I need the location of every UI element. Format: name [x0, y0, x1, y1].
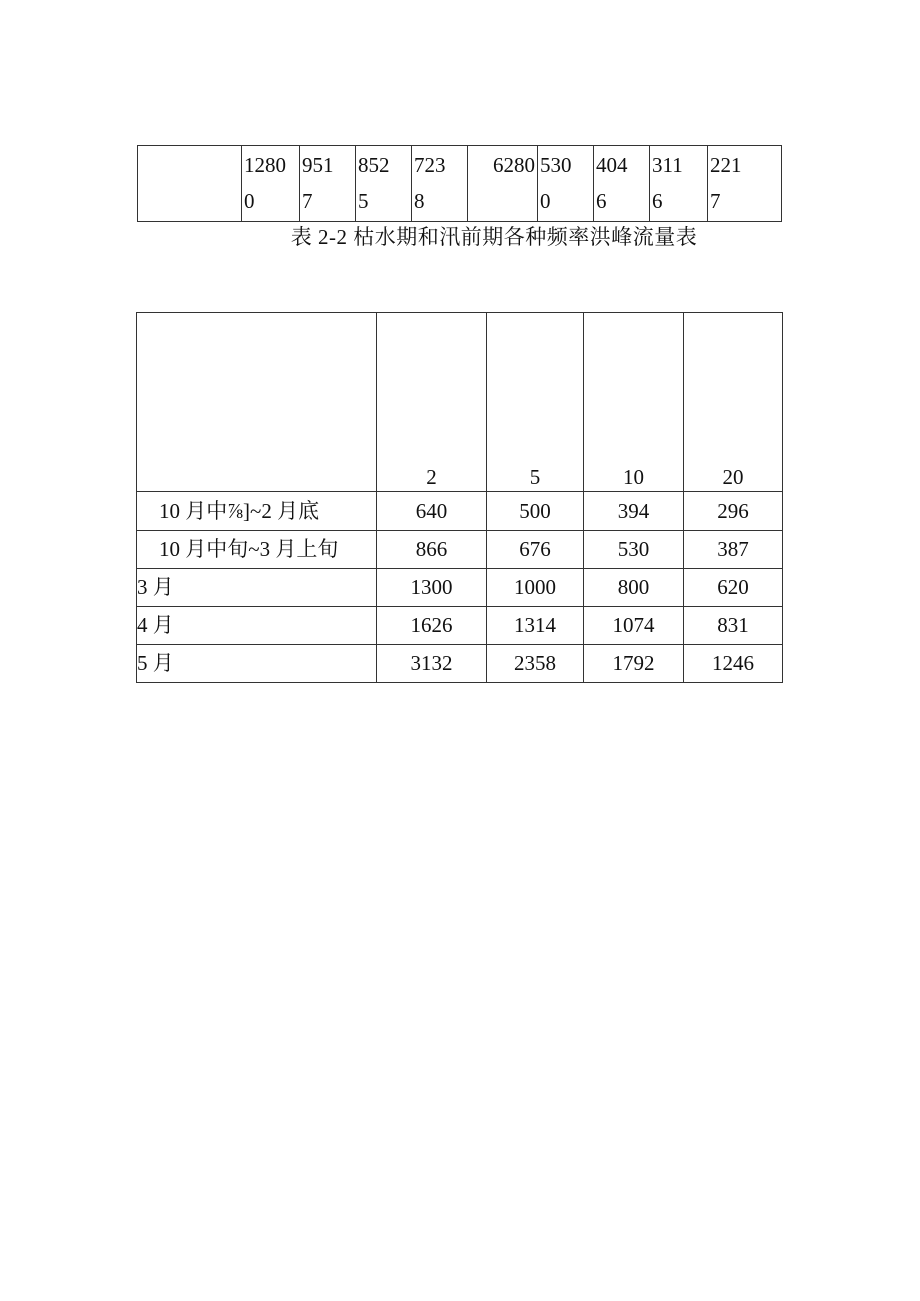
table-cell: 296 — [684, 492, 783, 530]
table-cell: 1074 — [584, 606, 684, 644]
table-cell: 1300 — [377, 568, 487, 606]
table-cell: 640 — [377, 492, 487, 530]
cell-line: 5 — [358, 189, 369, 213]
table-cell — [138, 146, 242, 222]
table-cell — [300, 146, 356, 222]
cell-line: 7 — [710, 189, 721, 213]
table-row — [137, 530, 783, 568]
cell-line: 530 — [540, 153, 572, 177]
cell-line: 404 — [596, 153, 628, 177]
cell-line: 852 — [358, 153, 390, 177]
table-cell: 1626 — [377, 606, 487, 644]
cell-line: 723 — [414, 153, 446, 177]
row-label: 10 月中⅞]~2 月底 — [137, 492, 377, 530]
table-row — [137, 568, 783, 606]
table-cell — [708, 146, 782, 222]
cell-line: 6 — [652, 189, 663, 213]
table-cell: 1314 — [487, 606, 584, 644]
table-cell: 387 — [684, 530, 783, 568]
table-cell — [468, 146, 538, 222]
table-header-row — [137, 313, 783, 492]
table-cell: 866 — [377, 530, 487, 568]
table-cell: 2358 — [487, 644, 584, 682]
table-cell — [412, 146, 468, 222]
table-cell: 530 — [584, 530, 684, 568]
continued-table-fragment — [137, 145, 782, 222]
cell-line: 7 — [302, 189, 313, 213]
table-row — [138, 146, 782, 222]
table-cell — [594, 146, 650, 222]
header-cell: 2 — [377, 313, 487, 492]
cell-line: 0 — [540, 189, 551, 213]
cell-line: 951 — [302, 153, 334, 177]
table-row — [137, 644, 783, 682]
table-cell — [356, 146, 412, 222]
table-cell: 831 — [684, 606, 783, 644]
table-caption: 表 2-2 枯水期和汛前期各种频率洪峰流量表 — [290, 225, 698, 249]
table-row — [137, 492, 783, 530]
header-cell: 10 — [584, 313, 684, 492]
table-cell: 1792 — [584, 644, 684, 682]
row-label: 5 月 — [137, 644, 377, 682]
table-cell: 500 — [487, 492, 584, 530]
table-cell: 3132 — [377, 644, 487, 682]
header-cell: 20 — [684, 313, 783, 492]
cell-line: 8 — [414, 189, 425, 213]
cell-line: 311 — [652, 153, 683, 177]
table-cell: 1000 — [487, 568, 584, 606]
cell-line: 1280 — [244, 153, 286, 177]
cell-line: 6 — [596, 189, 607, 213]
header-cell — [137, 313, 377, 492]
table-cell: 1246 — [684, 644, 783, 682]
table-cell: 676 — [487, 530, 584, 568]
table-cell: 620 — [684, 568, 783, 606]
table-cell: 800 — [584, 568, 684, 606]
cell-line: 6280 — [493, 153, 535, 177]
table-cell — [242, 146, 300, 222]
table-cell: 394 — [584, 492, 684, 530]
row-label: 10 月中旬~3 月上旬 — [137, 530, 377, 568]
cell-line: 221 — [710, 153, 742, 177]
header-cell: 5 — [487, 313, 584, 492]
table-cell — [538, 146, 594, 222]
table-cell — [650, 146, 708, 222]
cell-line: 0 — [244, 189, 255, 213]
table-row — [137, 606, 783, 644]
flood-peak-table — [136, 312, 783, 683]
row-label: 3 月 — [137, 568, 377, 606]
row-label: 4 月 — [137, 606, 377, 644]
